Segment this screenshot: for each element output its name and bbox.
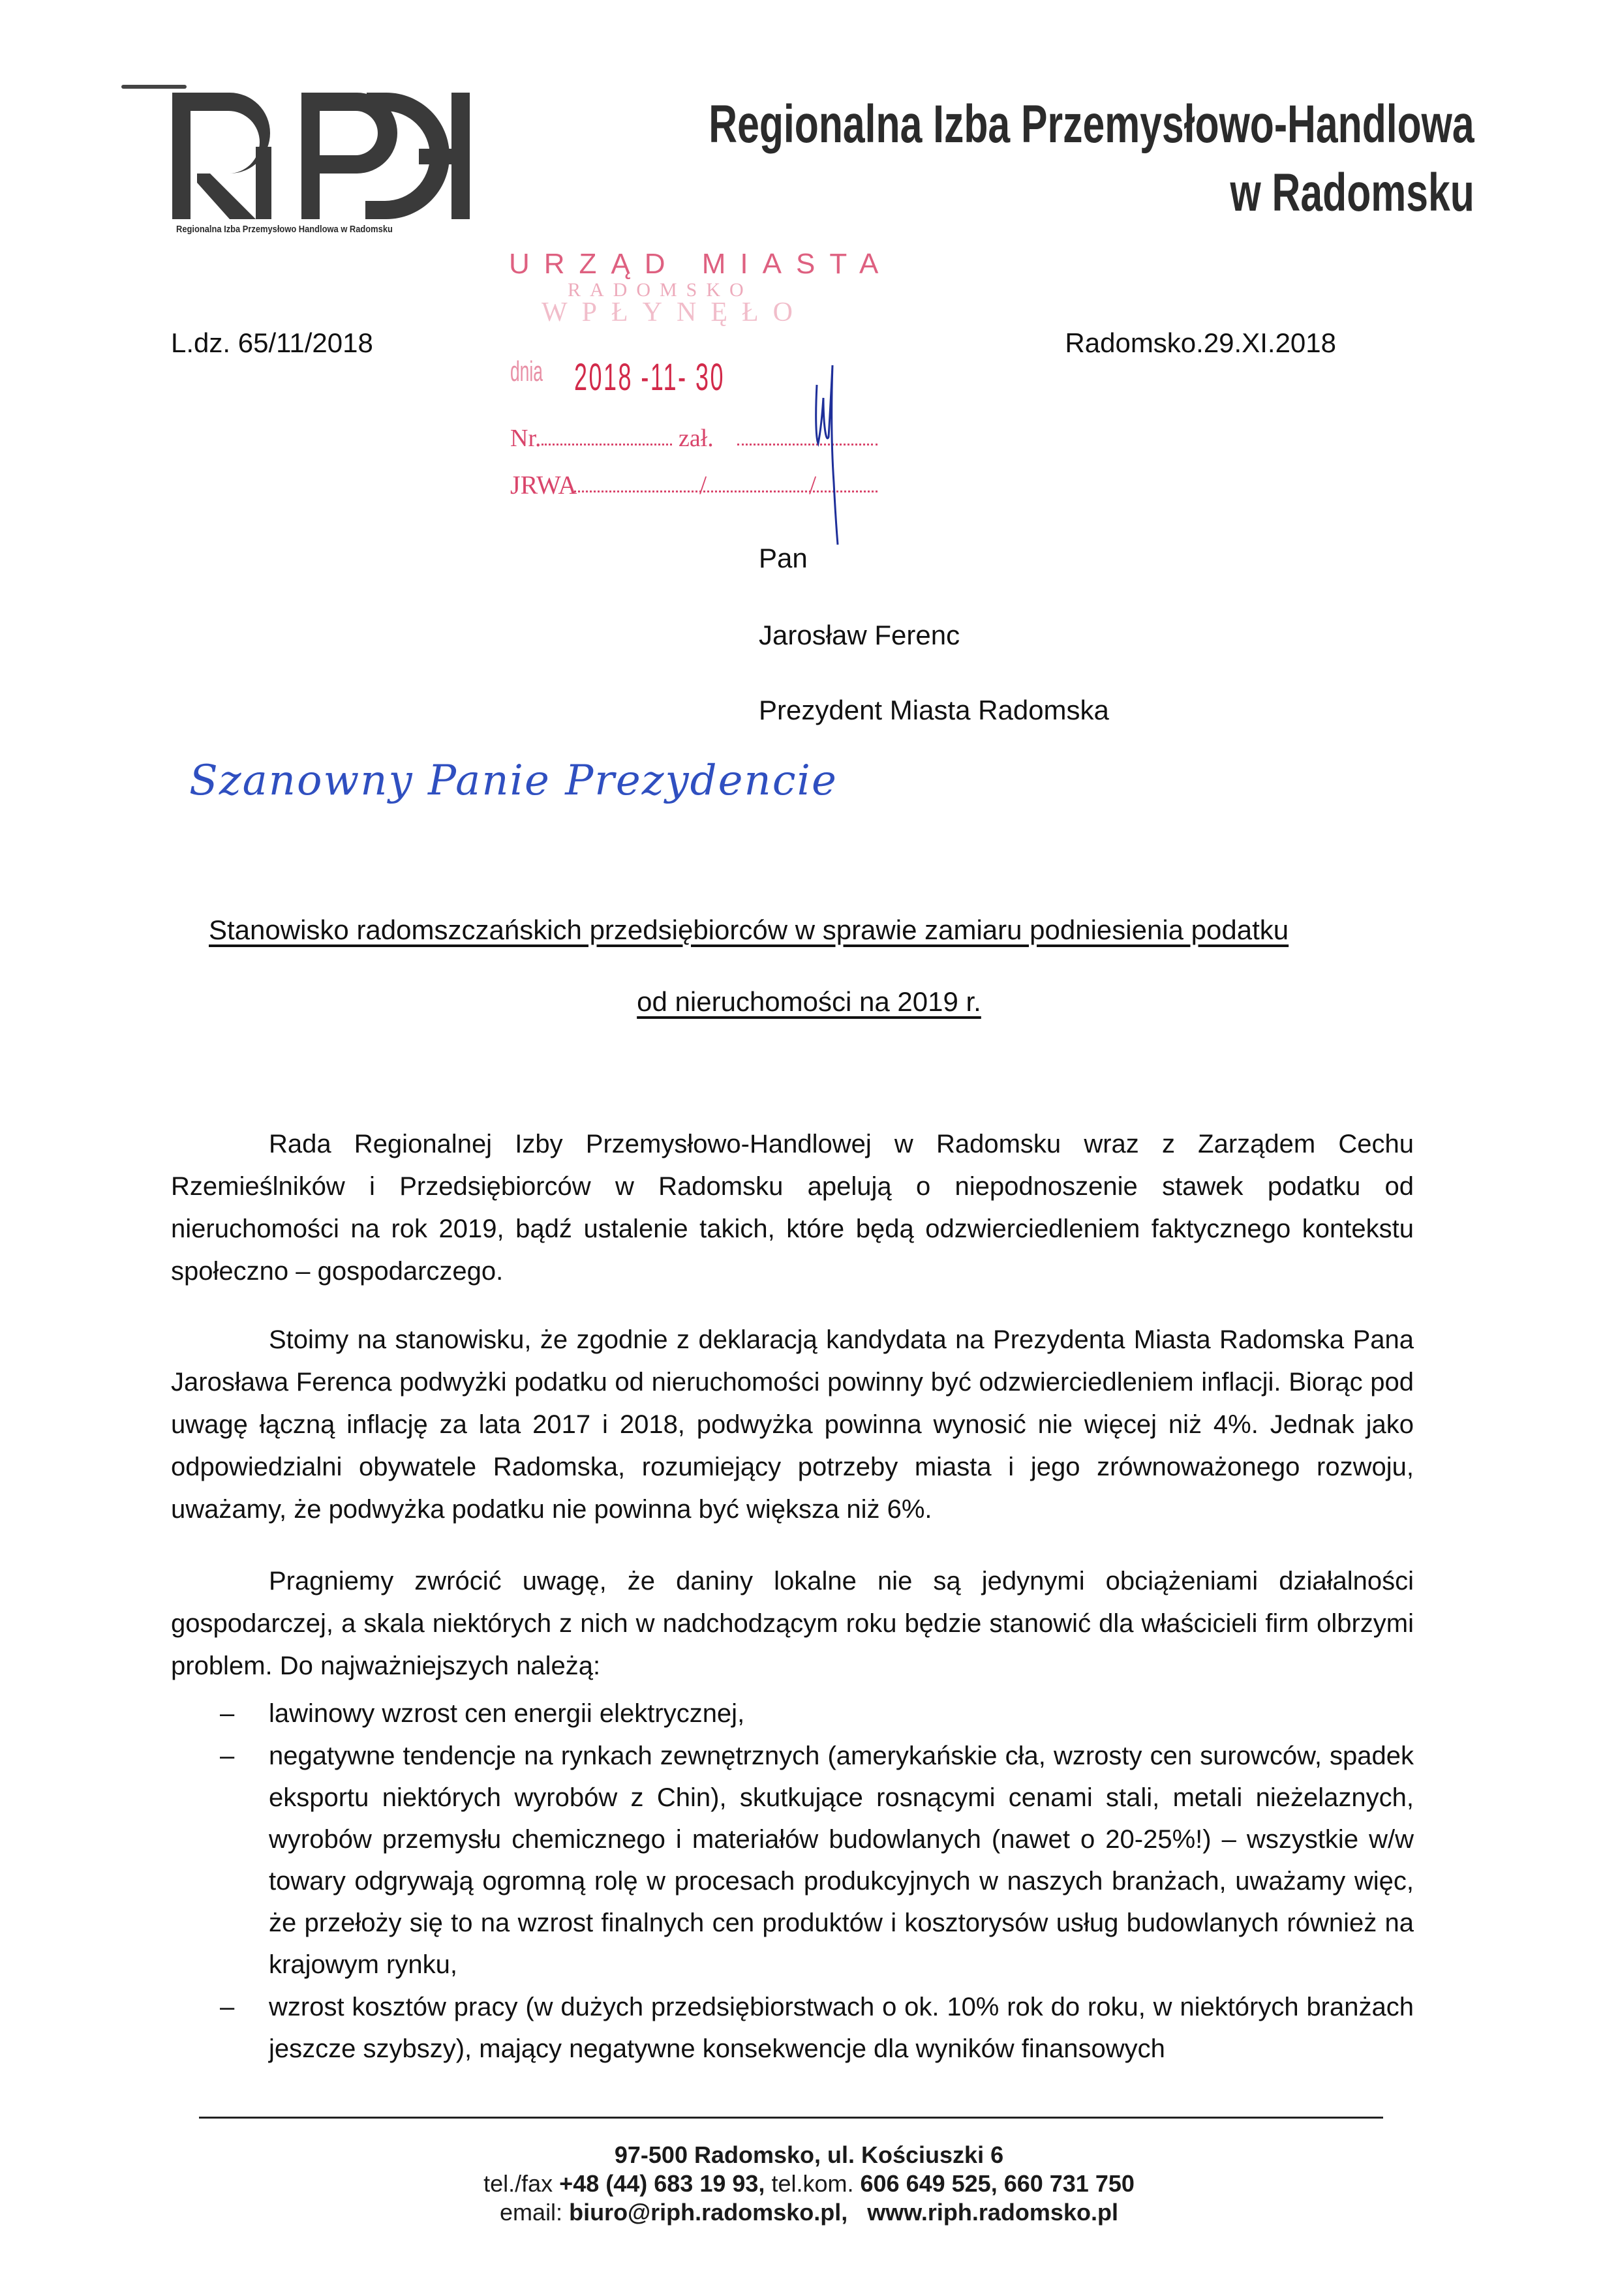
recipient-position: Prezydent Miasta Radomska	[759, 695, 1109, 725]
subject-line-1: Stanowisko radomszczańskich przedsiębiorców w sprawie zamiaru podniesienia podatku	[209, 914, 1289, 945]
recipient-title: Pan	[759, 543, 808, 573]
stamp-separator: /	[699, 470, 707, 500]
organization-location: w Radomsku	[1230, 163, 1474, 222]
list-item-text: lawinowy wzrost cen energii elektrycznej,	[269, 1699, 745, 1728]
stamp-number-label: Nr.	[510, 425, 542, 452]
subject-line-2-text: od nieruchomości na 2019 r.	[637, 986, 981, 1017]
body-paragraph: Pragniemy zwrócić uwagę, że daniny lokalne nie są jedynymi obciążeniami działalności gospodarczej, a skala niektórych z nich w nadchodzącym roku będzie stanowić dla właścicieli firm olbrzymi problem. Do najważniejszych należą:	[171, 1567, 1414, 1680]
logo-caption: Regionalna Izba Przemysłowo Handlowa w Radomsku	[176, 224, 393, 235]
footer-contact	[0, 2199, 1618, 2226]
footer-phones	[0, 2170, 1618, 2198]
dash-bullet-icon: –	[220, 1993, 235, 2021]
stamp-received-label: WPŁYNĘŁO	[542, 297, 807, 327]
riph-logo-icon	[171, 91, 471, 222]
stamp-office-name: URZĄD MIASTA	[509, 248, 893, 280]
mobile-numbers: 606 649 525, 660 731 750	[860, 2170, 1135, 2197]
stamp-attachments-field	[737, 444, 878, 446]
signature-initials-icon	[809, 352, 848, 548]
recipient-name: Jarosław Ferenc	[759, 620, 960, 650]
list-item	[171, 1735, 1414, 1986]
subject-line-2	[0, 986, 1618, 1018]
list-item-text: wzrost kosztów pracy (w dużych przedsiębiorstwach o ok. 10% rok do roku, w niektórych branżach jeszcze szybszy), mający negatywne konsekwencje dla wyników finansowych	[269, 1993, 1414, 2063]
stamp-separator: /	[809, 470, 817, 500]
organization-title: Regionalna Izba Przemysłowo-Handlowa	[709, 95, 1474, 154]
list-item-text: negatywne tendencje na rynkach zewnętrznych (amerykańskie cła, wzrosty cen surowców, spadek eksportu niektórych wyrobów z Chin), skutkujące rosnącymi cenami stali, metali nieżelaznych, wyrobów przemysłu chemicznego i materiałów budowlanych (nawet o 20-25%!) – wszystkie w/w towary odgrywają ogromną rolę w procesach produkcyjnych w naszych branżach, uważamy więc, że przełoży się to na wzrost finalnych cen produktów i kosztorysów usług budowlanych również na krajowym rynku,	[269, 1742, 1414, 1979]
website-link[interactable]: www.riph.radomsko.pl	[867, 2199, 1118, 2226]
list-item	[171, 1986, 1414, 2070]
email-link[interactable]: biuro@riph.radomsko.pl,	[569, 2199, 848, 2226]
stamp-date-label: dnia	[510, 355, 543, 387]
list-item	[171, 1693, 1414, 1734]
stamp-date-value: 2018 -11- 30	[574, 356, 725, 399]
mobile-label: tel.kom.	[771, 2170, 854, 2197]
email-label: email:	[500, 2199, 563, 2226]
scan-artifact	[121, 85, 187, 89]
dash-bullet-icon: –	[220, 1742, 235, 1770]
phone-label: tel./fax	[483, 2170, 553, 2197]
place-and-date: Radomsko.29.XI.2018	[1065, 327, 1336, 358]
phone-number: +48 (44) 683 19 93,	[559, 2170, 765, 2197]
body-paragraph: Stoimy na stanowisku, że zgodnie z deklaracją kandydata na Prezydenta Miasta Radomska Pana Jarosława Ferenca podwyżki podatku od nieruchomości powinny być odzwierciedleniem inflacji. Biorąc pod uwagę łączną inflację za lata 2017 i 2018, podwyżka powinna wynosić nie więcej niż 4%. Jednak jako odpowiedzialni obywatele Radomska, rozumiejący potrzeby miasta i jego zrównoważonego rozwoju, uważamy, że podwyżka podatku nie powinna być większa niż 6%.	[171, 1325, 1414, 1524]
footer-divider	[199, 2117, 1383, 2119]
stamp-number-field	[542, 444, 672, 446]
stamp-jrwa-label: JRWA	[510, 470, 577, 500]
stamp-city: RADOMSKO	[568, 279, 753, 301]
body-paragraph: Rada Regionalnej Izby Przemysłowo-Handlowej w Radomsku wraz z Zarządem Cechu Rzemieślników i Przedsiębiorców w Radomsku apelują o niepodnoszenie stawek podatku od nieruchomości na rok 2019, bądź ustalenie takich, które będą odzwierciedleniem faktycznego kontekstu społeczno – gospodarczego.	[171, 1130, 1414, 1286]
dash-bullet-icon: –	[220, 1699, 235, 1728]
stamp-attachments-label: zał.	[679, 425, 714, 452]
reference-number: L.dz. 65/11/2018	[171, 327, 373, 358]
handwritten-salutation: Szanowny Panie Prezydencie	[189, 757, 838, 805]
footer-address: 97-500 Radomsko, ul. Kościuszki 6	[614, 2141, 1004, 2168]
